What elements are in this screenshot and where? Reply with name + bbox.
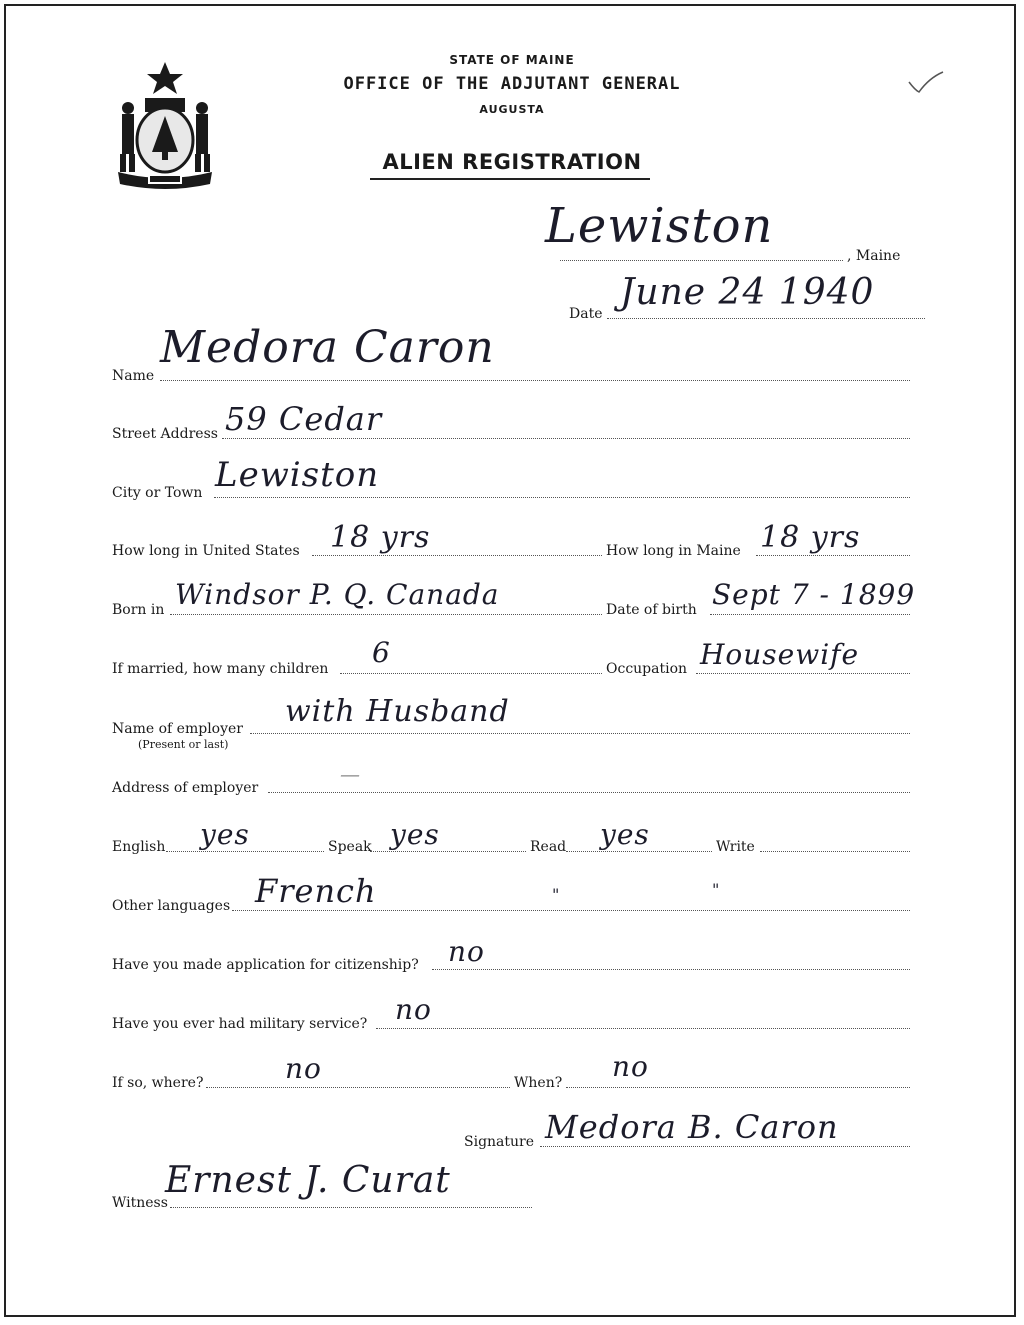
write-line bbox=[760, 851, 910, 852]
employer-label: Name of employer bbox=[112, 721, 243, 737]
children-value: 6 bbox=[372, 636, 391, 669]
english-label: English bbox=[112, 839, 166, 855]
street-line bbox=[222, 438, 910, 439]
born-in-line bbox=[170, 614, 602, 615]
how-long-maine-line bbox=[756, 555, 910, 556]
english-value: yes bbox=[200, 818, 250, 851]
signature-value: Medora B. Caron bbox=[545, 1108, 839, 1146]
title-underline bbox=[370, 178, 650, 180]
other-languages-value: French bbox=[255, 872, 377, 910]
where-line bbox=[206, 1087, 510, 1088]
employer-value: with Husband bbox=[285, 694, 510, 729]
city-value: Lewiston bbox=[215, 455, 380, 495]
date-of-birth-value: Sept 7 - 1899 bbox=[712, 578, 916, 611]
city-label: City or Town bbox=[112, 485, 203, 501]
employer-line bbox=[250, 733, 910, 734]
read-value: yes bbox=[600, 818, 650, 851]
other-languages-line bbox=[232, 910, 910, 911]
town-value: Lewiston bbox=[545, 198, 774, 254]
employer-note: (Present or last) bbox=[138, 738, 229, 751]
military-value: no bbox=[395, 993, 432, 1026]
citizenship-value: no bbox=[448, 935, 485, 968]
citizenship-label: Have you made application for citizenship? bbox=[112, 957, 419, 973]
name-line bbox=[160, 380, 910, 381]
born-in-value: Windsor P. Q. Canada bbox=[175, 578, 500, 611]
children-line bbox=[340, 673, 602, 674]
occupation-label: Occupation bbox=[606, 661, 688, 677]
how-long-us-line bbox=[312, 555, 602, 556]
form-title: ALIEN REGISTRATION bbox=[382, 150, 642, 174]
write-label: Write bbox=[716, 839, 755, 855]
speak-value: yes bbox=[390, 818, 440, 851]
english-line bbox=[166, 851, 324, 852]
header-state: STATE OF MAINE bbox=[449, 53, 575, 67]
date-label: Date bbox=[569, 306, 603, 322]
date-of-birth-label: Date of birth bbox=[606, 602, 697, 618]
ditto-mark-2: " bbox=[712, 880, 721, 899]
witness-line bbox=[170, 1207, 532, 1208]
how-long-maine-value: 18 yrs bbox=[760, 520, 861, 555]
street-value: 59 Cedar bbox=[225, 400, 383, 438]
where-value: no bbox=[285, 1052, 322, 1085]
header-city: AUGUSTA bbox=[479, 103, 545, 116]
check-mark-icon bbox=[905, 68, 945, 98]
children-label: If married, how many children bbox=[112, 661, 329, 677]
city-line bbox=[214, 497, 910, 498]
employer-address-value: — bbox=[340, 762, 361, 786]
occupation-line bbox=[696, 673, 910, 674]
born-in-label: Born in bbox=[112, 602, 165, 618]
when-line bbox=[566, 1087, 910, 1088]
signature-line bbox=[540, 1146, 910, 1147]
employer-address-line bbox=[268, 792, 910, 793]
how-long-maine-label: How long in Maine bbox=[606, 543, 741, 559]
witness-value: Ernest J. Curat bbox=[165, 1160, 451, 1201]
state-suffix-label: , Maine bbox=[847, 248, 901, 264]
occupation-value: Housewife bbox=[700, 638, 860, 671]
date-of-birth-line bbox=[710, 614, 910, 615]
header-office: OFFICE OF THE ADJUTANT GENERAL bbox=[343, 74, 681, 94]
when-value: no bbox=[612, 1050, 649, 1083]
military-line bbox=[376, 1028, 910, 1029]
speak-line bbox=[370, 851, 526, 852]
military-label: Have you ever had military service? bbox=[112, 1016, 368, 1032]
name-value: Medora Caron bbox=[160, 322, 495, 373]
street-label: Street Address bbox=[112, 426, 218, 442]
witness-label: Witness bbox=[112, 1195, 168, 1211]
date-line bbox=[607, 318, 925, 319]
speak-label: Speak bbox=[328, 839, 372, 855]
read-label: Read bbox=[530, 839, 567, 855]
ditto-mark-1: " bbox=[552, 885, 561, 904]
when-label: When? bbox=[514, 1075, 563, 1091]
how-long-us-label: How long in United States bbox=[112, 543, 300, 559]
other-languages-label: Other languages bbox=[112, 898, 231, 914]
employer-address-label: Address of employer bbox=[112, 780, 259, 796]
read-line bbox=[566, 851, 712, 852]
name-label: Name bbox=[112, 368, 155, 384]
where-label: If so, where? bbox=[112, 1075, 204, 1091]
town-line bbox=[560, 260, 843, 261]
how-long-us-value: 18 yrs bbox=[330, 520, 431, 555]
signature-label: Signature bbox=[464, 1134, 535, 1150]
date-value: June 24 1940 bbox=[620, 272, 875, 313]
citizenship-line bbox=[432, 969, 910, 970]
